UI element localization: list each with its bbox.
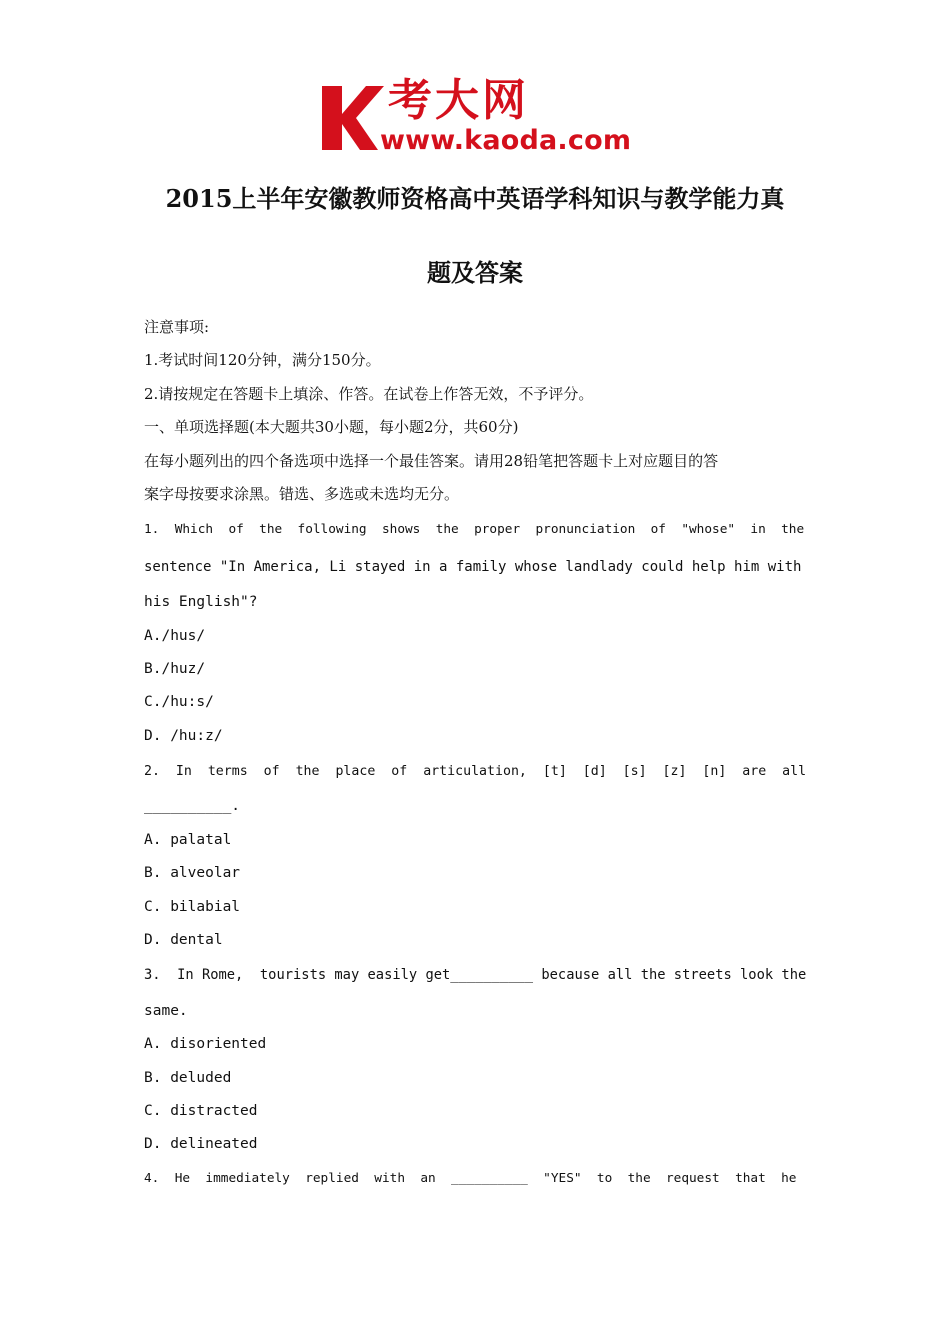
question-1-line3: his English"? — [144, 594, 258, 611]
question-1-option-b: B./huz/ — [144, 660, 206, 677]
notice-item-2: 2.请按规定在答题卡上填涂、作答。在试卷上作答无效，不予评分。 — [144, 384, 594, 403]
notice-heading: 注意事项: — [144, 318, 210, 336]
question-2-line1: 2. In terms of the place of articulation, [t] [d] [s] [z] [n] are all — [144, 764, 807, 780]
question-3-line1: 3. In Rome, tourists may easily get__________ because all the streets look the — [144, 967, 807, 984]
document-title-line1: 2015上半年安徽教师资格高中英语学科知识与教学能力真 — [165, 184, 785, 213]
document-title-line2: 题及答案 — [427, 258, 523, 287]
question-3-option-b: B. deluded — [144, 1069, 232, 1086]
question-1-option-a: A./hus/ — [144, 627, 206, 644]
section-instruction-line2: 案字母按要求涂黑。错选、多选或未选均无分。 — [144, 484, 460, 503]
kaoda-logo — [318, 76, 640, 160]
question-1-line2: sentence "In America, Li stayed in a family whose landlady could help him with — [144, 558, 802, 575]
question-3-option-a: A. disoriented — [144, 1036, 267, 1053]
question-2 — [144, 753, 806, 957]
logo-k-icon — [320, 84, 386, 152]
question-4 — [144, 1162, 806, 1195]
document-body — [144, 311, 806, 1195]
question-2-option-c: C. bilabial — [144, 898, 241, 915]
question-2-line2: __________. — [144, 798, 241, 815]
logo-url-text: www.kaoda.com — [380, 125, 632, 156]
question-4-line1: 4. He immediately replied with an __________ "YES" to the request that he — [144, 1170, 797, 1186]
question-1-option-c: C./hu:s/ — [144, 694, 214, 711]
question-1-option-d: D. /hu:z/ — [144, 727, 223, 744]
question-1 — [144, 511, 806, 753]
section-instruction-line1: 在每小题列出的四个备选项中选择一个最佳答案。请用28铅笔把答题卡上对应题目的答 — [144, 451, 719, 470]
question-2-option-d: D. dental — [144, 932, 223, 949]
section-heading: 一、单项选择题(本大题共30小题，每小题2分，共60分) — [144, 418, 519, 437]
notice-item-1: 1.考试时间120分钟，满分150分。 — [144, 351, 381, 370]
question-3-option-c: C. distracted — [144, 1102, 258, 1119]
question-1-line1: 1. Which of the following shows the proper pronunciation of "whose" in the — [144, 522, 805, 538]
question-3-line2: same. — [144, 1002, 188, 1019]
question-2-option-a: A. palatal — [144, 831, 232, 848]
question-3 — [144, 957, 806, 1161]
logo-cn-text: 考大网 — [388, 75, 529, 126]
question-3-option-d: D. delineated — [144, 1136, 258, 1153]
question-2-option-b: B. alveolar — [144, 865, 241, 882]
